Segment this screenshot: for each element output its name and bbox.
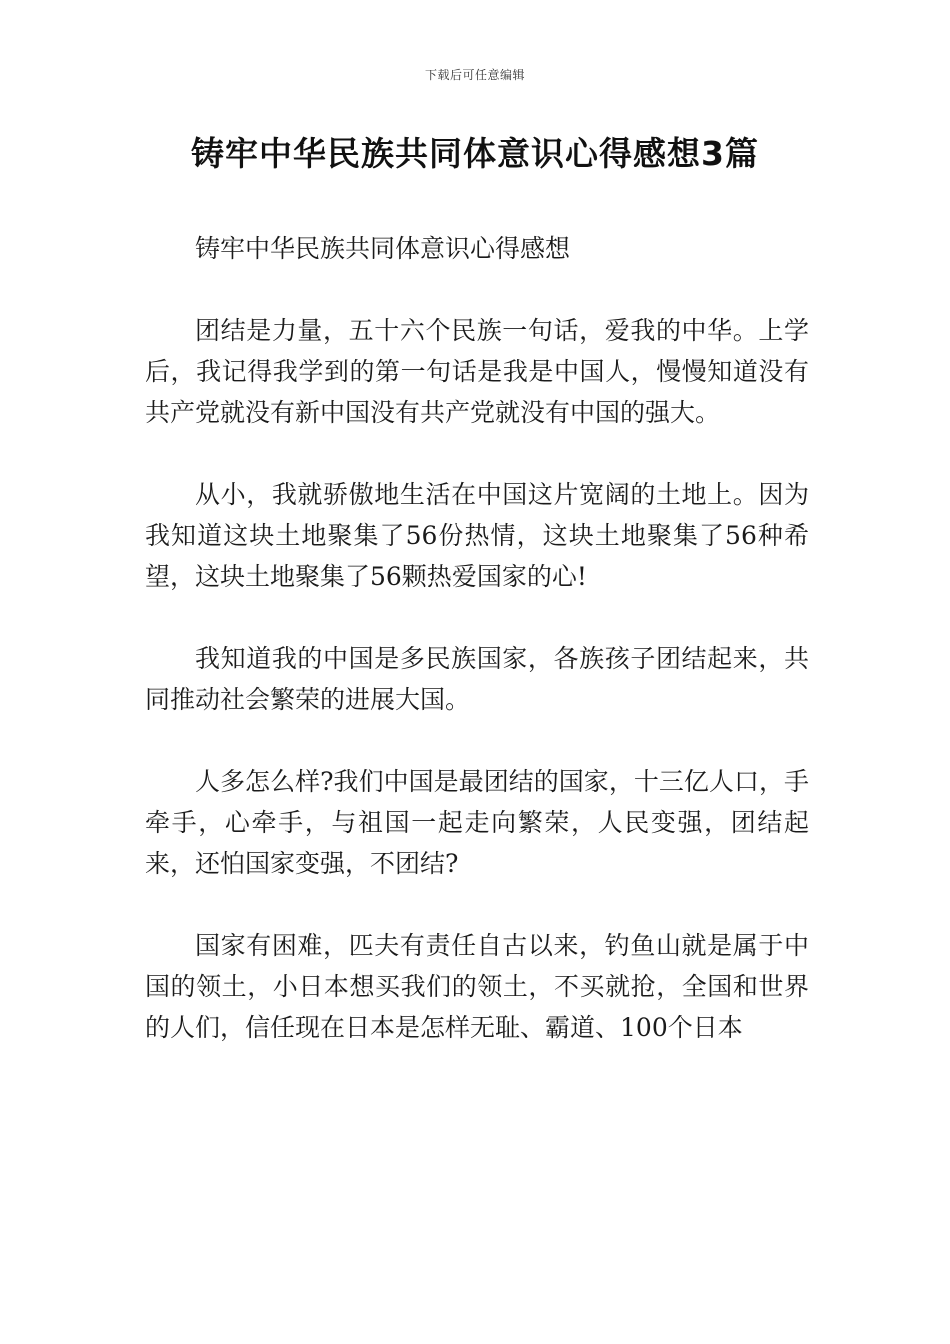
paragraph-2: 从小，我就骄傲地生活在中国这片宽阔的土地上。因为我知道这块土地聚集了56份热情，这块土地聚集了56种希望，这块土地聚集了56颗热爱国家的心! [145, 480, 809, 591]
document-title: 铸牢中华民族共同体意识心得感想3篇 [191, 134, 759, 173]
header-note: 下载后可任意编辑 [424, 68, 525, 82]
paragraph-4: 人多怎么样?我们中国是最团结的国家，十三亿人口，手牵手，心牵手，与祖国一起走向繁荣，人民变强，团结起来，还怕国家变强，不团结? [145, 767, 809, 878]
document-subtitle: 铸牢中华民族共同体意识心得感想 [195, 234, 571, 263]
document-body [145, 228, 809, 1089]
paragraph-1: 团结是力量，五十六个民族一句话，爱我的中华。上学后，我记得我学到的第一句话是我是中国人，慢慢知道没有共产党就没有新中国没有共产党就没有中国的强大。 [145, 316, 809, 427]
paragraph-3: 我知道我的中国是多民族国家，各族孩子团结起来，共同推动社会繁荣的进展大国。 [145, 644, 809, 714]
paragraph-5: 国家有困难，匹夫有责任自古以来，钓鱼山就是属于中国的领土，小日本想买我们的领土，不买就抢，全国和世界的人们，信任现在日本是怎样无耻、霸道、100个日本 [145, 931, 809, 1042]
